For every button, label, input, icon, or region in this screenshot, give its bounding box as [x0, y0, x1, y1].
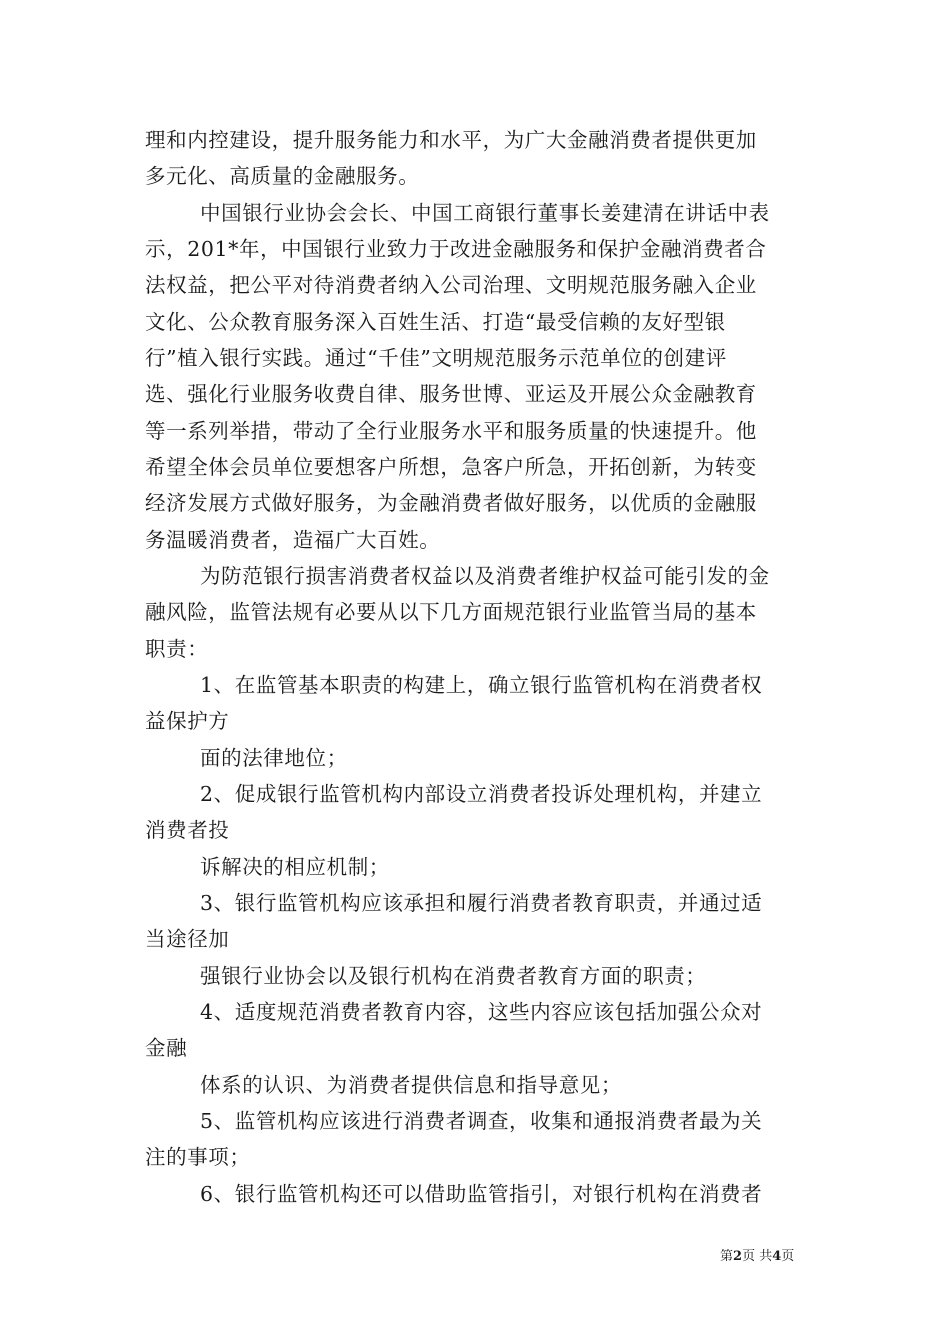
text-line: 行”植入银行实践。通过“千佳”文明规范服务示范单位的创建评 [145, 346, 727, 370]
list-item-line: 2、促成银行监管机构内部设立消费者投诉处理机构，并建立 [200, 782, 763, 806]
text-line: 等一系列举措，带动了全行业服务水平和服务质量的快速提升。他 [145, 419, 757, 443]
list-item-line: 面的法律地位； [200, 746, 348, 770]
list-item-line: 5、监管机构应该进行消费者调查，收集和通报消费者最为关 [200, 1109, 763, 1133]
text-line: 文化、公众教育服务深入百姓生活、打造“最受信赖的友好型银 [145, 310, 726, 334]
total-page-number: 4 [772, 1249, 782, 1264]
list-item-line: 益保护方 [145, 709, 230, 733]
list-item-line: 1、在监管基本职责的构建上，确立银行监管机构在消费者权 [200, 673, 763, 697]
text-line: 理和内控建设，提升服务能力和水平，为广大金融消费者提供更加 [145, 128, 757, 152]
text-line: 融风险，监管法规有必要从以下几方面规范银行业监管当局的基本 [145, 600, 757, 624]
list-item-line: 3、银行监管机构应该承担和履行消费者教育职责，并通过适 [200, 891, 763, 915]
text-line: 示，201*年，中国银行业致力于改进金融服务和保护金融消费者合 [145, 237, 767, 261]
text-line: 希望全体会员单位要想客户所想，急客户所急，开拓创新，为转变 [145, 455, 757, 479]
list-item-line: 强银行业协会以及银行机构在消费者教育方面的职责； [200, 964, 707, 988]
list-item-line: 注的事项； [145, 1145, 251, 1169]
current-page-number: 2 [733, 1249, 743, 1264]
text-line: 法权益，把公平对待消费者纳入公司治理、文明规范服务融入企业 [145, 273, 757, 297]
footer-prefix: 第 [720, 1249, 734, 1264]
text-line: 经济发展方式做好服务，为金融消费者做好服务，以优质的金融服 [145, 491, 757, 515]
list-item-line: 诉解决的相应机制； [200, 855, 390, 879]
list-item-line: 金融 [145, 1036, 188, 1060]
list-item-line: 4、适度规范消费者教育内容，这些内容应该包括加强公众对 [200, 1000, 763, 1024]
footer-middle: 页 共 [742, 1249, 773, 1264]
text-line: 选、强化行业服务收费自律、服务世博、亚运及开展公众金融教育 [145, 382, 757, 406]
text-line: 中国银行业协会会长、中国工商银行董事长姜建清在讲话中表 [200, 201, 770, 225]
page-number-footer [720, 1248, 820, 1266]
text-line: 多元化、高质量的金融服务。 [145, 164, 420, 188]
list-item-line: 消费者投 [145, 818, 230, 842]
list-item-line: 体系的认识、为消费者提供信息和指导意见； [200, 1073, 622, 1097]
list-item-line: 当途径加 [145, 927, 230, 951]
text-line: 为防范银行损害消费者权益以及消费者维护权益可能引发的金 [200, 564, 770, 588]
footer-suffix: 页 [781, 1249, 795, 1264]
text-line: 职责： [145, 637, 209, 661]
list-item-line: 6、银行监管机构还可以借助监管指引，对银行机构在消费者 [200, 1182, 763, 1206]
text-line: 务温暖消费者，造福广大百姓。 [145, 528, 441, 552]
